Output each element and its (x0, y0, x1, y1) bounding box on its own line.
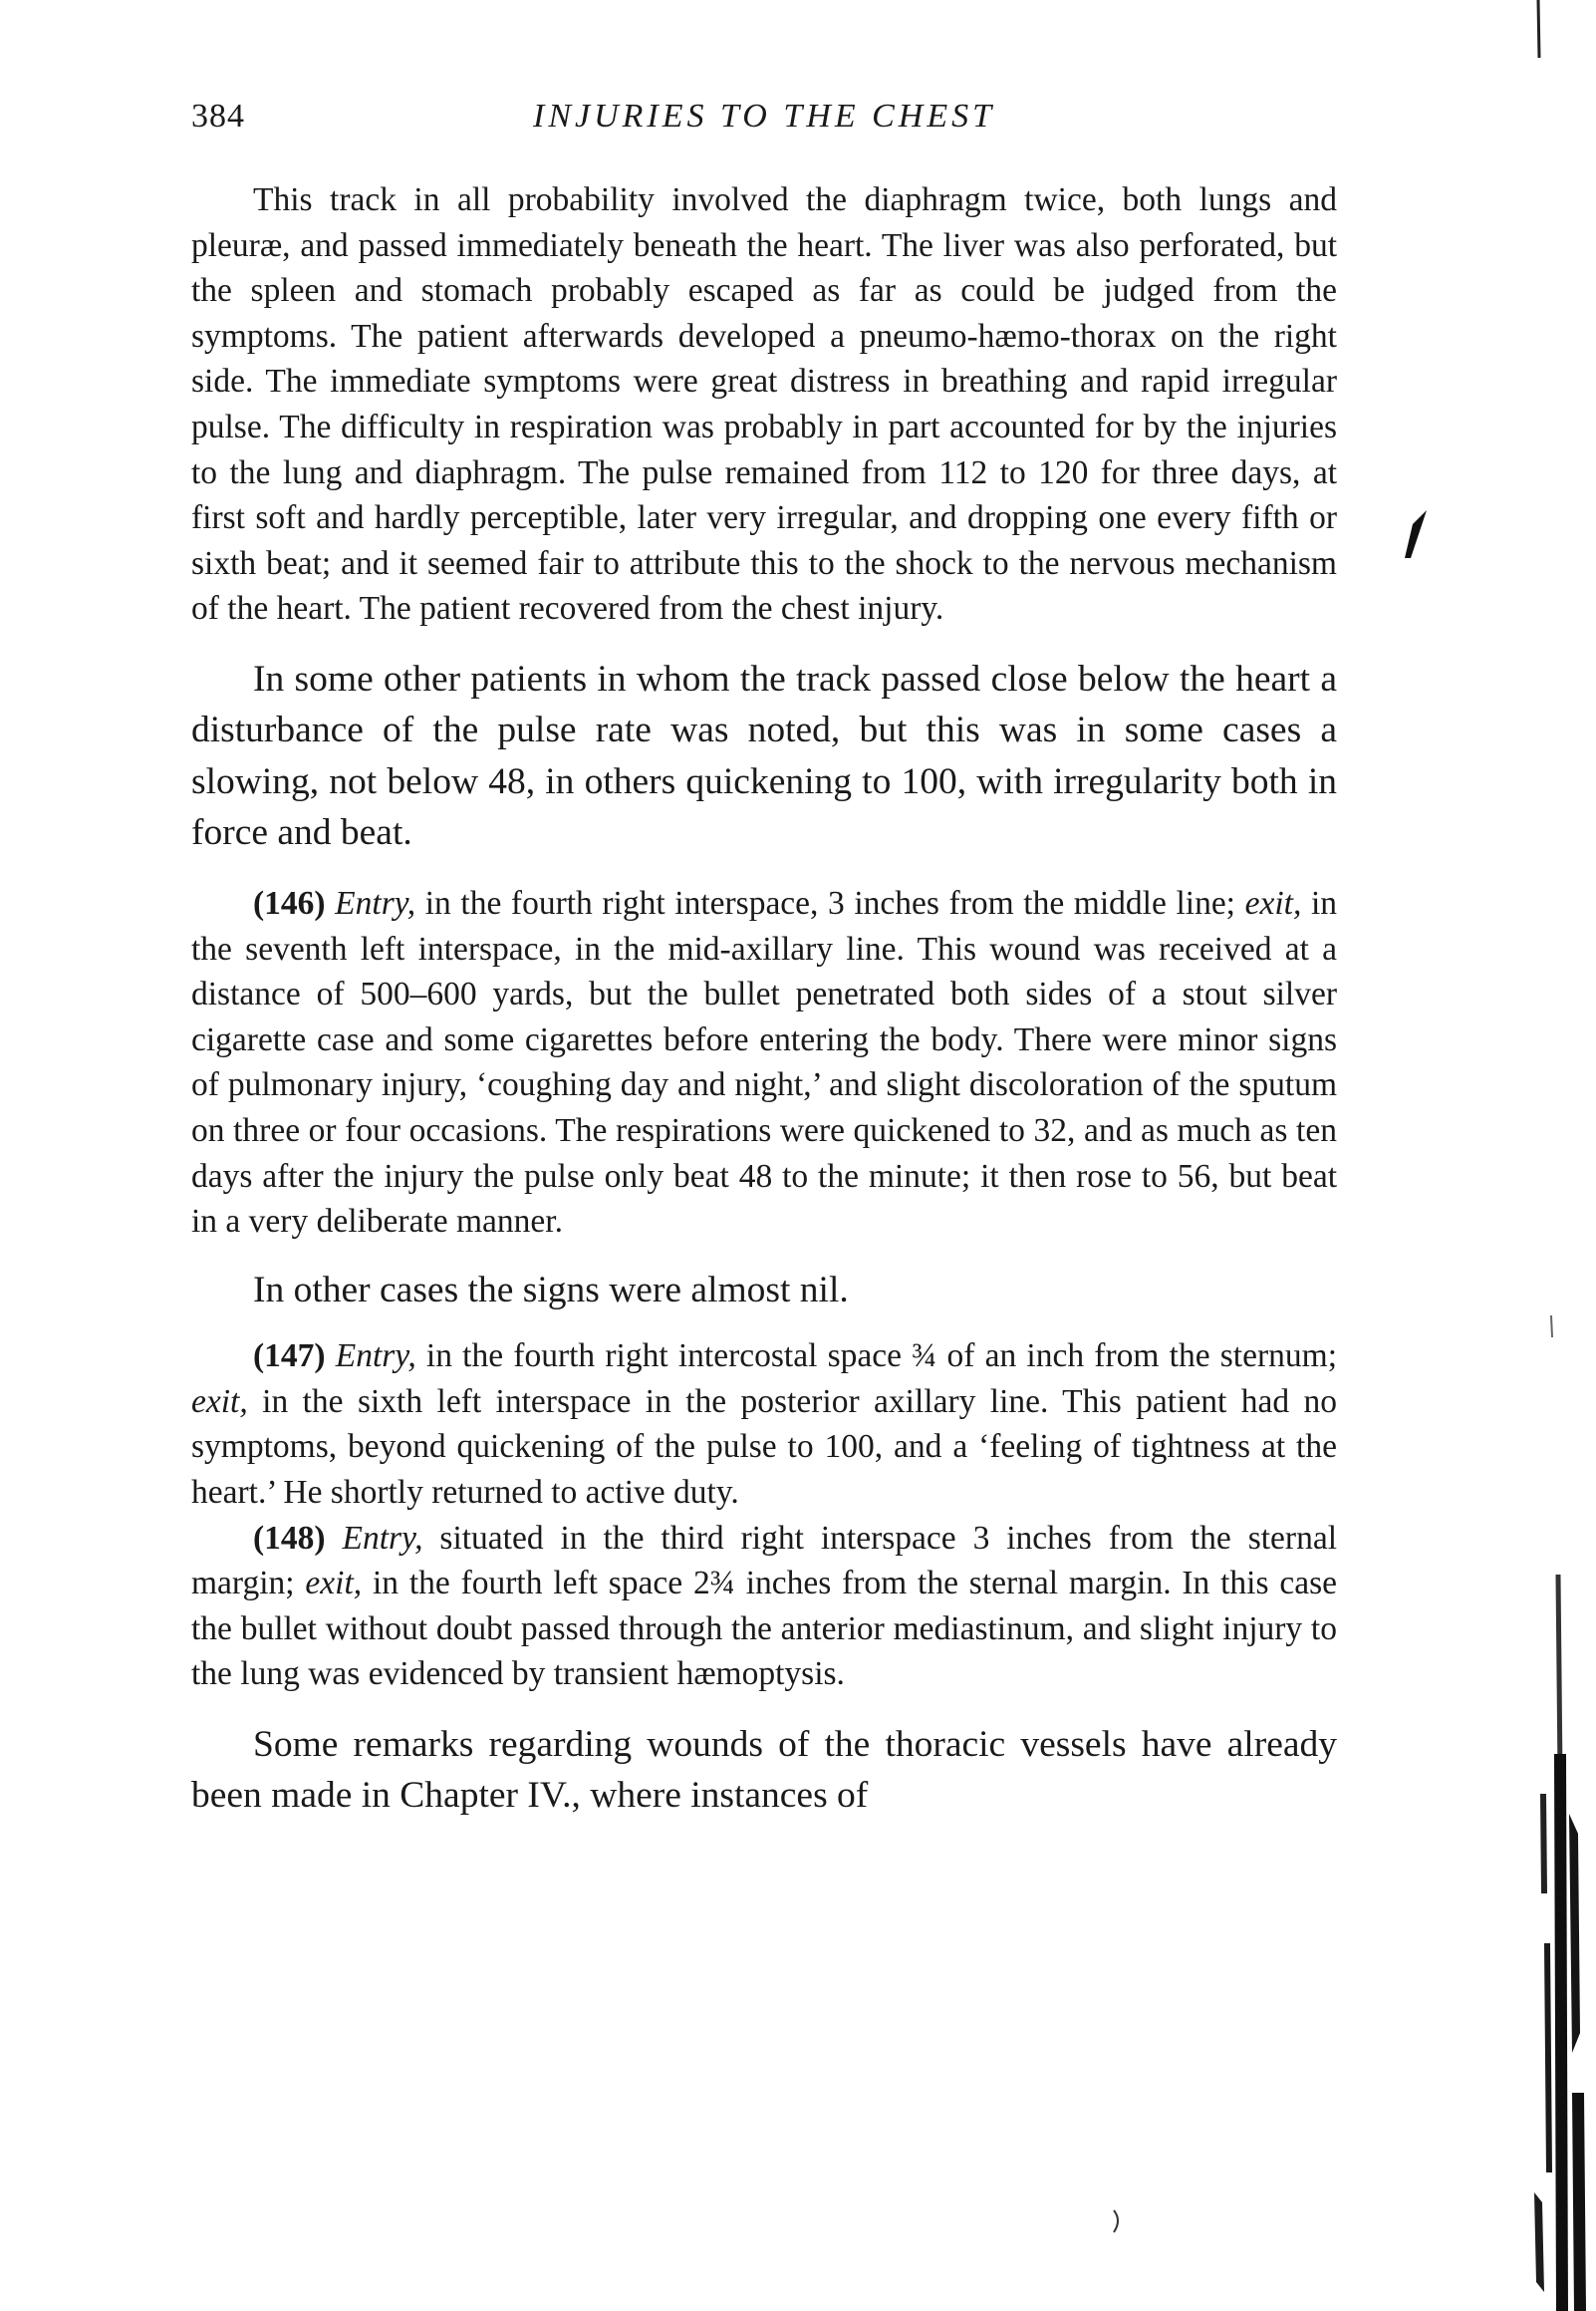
case-148 (191, 1516, 1337, 1697)
exit-label: exit, (1244, 884, 1302, 922)
exit-label: exit, (305, 1565, 363, 1602)
entry-label: Entry, (335, 884, 416, 922)
paragraph-signs-nil: In other cases the signs were almost nil. (253, 1269, 849, 1310)
case-text: situated in the third right interspace 3 inches from the sternal margin; (191, 1519, 1338, 1602)
page-header (191, 98, 1337, 147)
smudge-mark (1114, 2210, 1118, 2232)
case-text: in the seventh left interspace, in the mid-axillary line. This wound was received at a distance of 500–600 yards, but the bullet penetrated both sides of a stout silver cigarette case and some cigarettes before entering the body. There were minor signs of pulmonary injury, ‘coughing day and night,’ and slight discoloration of the sputum on three or four occasions. The respirations were quickened to 32, and as much as ten days after the injury the pulse only beat 48 to the minute; it then rose to 56, but beat in a very deliberate manner. (191, 884, 1338, 1241)
case-text: in the sixth left interspace in the posterior axillary line. This patient had no symptoms, beyond quickening of the pulse to 100, and a ‘feeling of tightness at the heart.’ He shortly returned to active duty. (191, 1382, 1337, 1511)
exit-label: exit, (191, 1382, 248, 1420)
pen-mark (1405, 510, 1427, 558)
case-number: (147) (253, 1337, 326, 1375)
running-head: INJURIES TO THE CHEST (533, 98, 995, 135)
entry-label: Entry, (335, 1337, 416, 1375)
edge-mark (1558, 1575, 1560, 1774)
case-text: in the fourth left space 2¾ inches from the sternal margin. In this case the bullet without doubt passed through the anterior mediastinum, and slight injury to the lung was evidenced by transient hæmoptysis. (191, 1565, 1337, 1693)
case-text: in the fourth right interspace, 3 inches from the middle line; (415, 884, 1245, 922)
case-146 (191, 881, 1337, 1245)
page-number: 384 (191, 98, 245, 135)
entry-label: Entry, (342, 1519, 423, 1557)
page-body (191, 177, 1337, 1822)
top-edge-line (1538, 0, 1539, 58)
paragraph-thoracic-vessels: Some remarks regarding wounds of the thoracic vessels have already been made in Chapter IV., where instances of (191, 1723, 1337, 1817)
paragraph-track-description: This track in all probability involved the diaphragm twice, both lungs and pleuræ, and passed immediately beneath the heart. The liver was also perforated, but the spleen and stomach probably escaped as far as could be judged from the symptoms. The patient afterwards developed a pneumo-hæmo-thorax on the right side. The immediate symptoms were great distress in breathing and rapid irregular pulse. The difficulty in respiration was probably in part accounted for by the injuries to the lung and diaphragm. The pulse remained from 112 to 120 for three days, at first soft and hardly perceptible, later very irregular, and dropping one every fifth or sixth beat; and it seemed fair to attribute this to the shock to the nervous mechanism of the heart. The patient recovered from the chest injury. (191, 181, 1337, 628)
case-147 (191, 1333, 1337, 1515)
edge-tick (1551, 1315, 1552, 1337)
case-number: (146) (253, 884, 326, 922)
paragraph-pulse-disturbance: In some other patients in whom the track passed close below the heart a disturbance of the pulse rate was noted, but this was in some cases a slowing, not below 48, in others quickening to 100, with irregularity both in force and beat. (191, 658, 1337, 854)
case-text: in the fourth right intercostal space ¾ of an inch from the sternum; (415, 1337, 1337, 1375)
binding-edge-mark (1534, 1754, 1586, 2311)
case-number: (148) (253, 1519, 326, 1557)
